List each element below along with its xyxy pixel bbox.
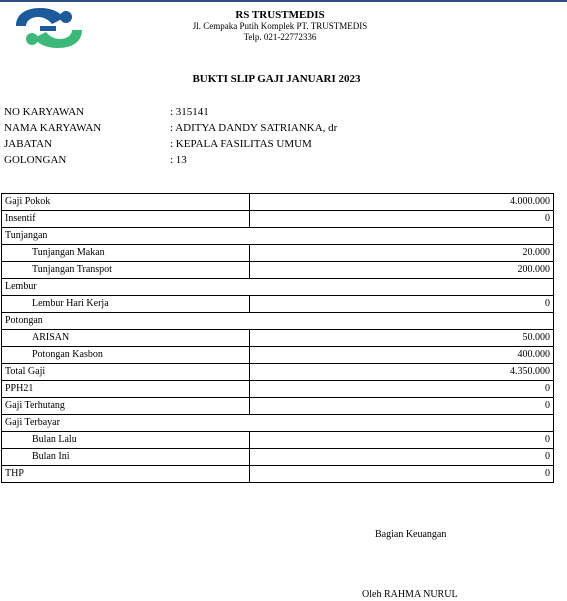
salary-table: [1, 193, 554, 483]
row-amount: 200.000: [250, 262, 554, 279]
row-amount: 0: [250, 466, 554, 483]
row-amount: [250, 228, 554, 245]
row-label: Lembur: [2, 279, 250, 296]
row-label: Gaji Terhutang: [2, 398, 250, 415]
signature-department: Bagian Keuangan: [375, 529, 447, 540]
document-title: BUKTI SLIP GAJI JANUARI 2023: [192, 73, 361, 85]
row-amount: 0: [250, 432, 554, 449]
table-row: [2, 364, 554, 381]
table-row: [2, 228, 554, 245]
table-row: [2, 449, 554, 466]
hospital-address: Jl. Cempaka Putih Komplek PT. TRUSTMEDIS: [192, 21, 368, 31]
table-row: [2, 347, 554, 364]
table-row: [2, 279, 554, 296]
table-row: [2, 296, 554, 313]
row-amount: 0: [250, 398, 554, 415]
row-amount: 400.000: [250, 347, 554, 364]
table-row: [2, 194, 554, 211]
info-value: : KEPALA FASILITAS UMUM: [170, 138, 312, 150]
table-row: [2, 381, 554, 398]
row-label: Tunjangan Makan: [2, 245, 250, 262]
row-label: Potongan: [2, 313, 250, 330]
row-label: Gaji Terbayar: [2, 415, 250, 432]
table-row: [2, 466, 554, 483]
row-label: Bulan Ini: [2, 449, 250, 466]
row-amount: 20.000: [250, 245, 554, 262]
row-label: Potongan Kasbon: [2, 347, 250, 364]
table-row: [2, 211, 554, 228]
row-amount: 50.000: [250, 330, 554, 347]
row-label: Bulan Lalu: [2, 432, 250, 449]
table-row: [2, 262, 554, 279]
hospital-name: RS TRUSTMEDIS: [235, 9, 325, 21]
row-amount: 0: [250, 296, 554, 313]
row-label: ARISAN: [2, 330, 250, 347]
hospital-logo-icon: [10, 4, 88, 54]
info-label: NO KARYAWAN: [4, 106, 85, 118]
row-amount: 0: [250, 449, 554, 466]
table-row: [2, 415, 554, 432]
info-label: GOLONGAN: [4, 154, 67, 166]
row-amount: [250, 279, 554, 296]
info-label: NAMA KARYAWAN: [4, 122, 102, 134]
row-label: PPH21: [2, 381, 250, 398]
row-label: Total Gaji: [2, 364, 250, 381]
row-label: Tunjangan Transpot: [2, 262, 250, 279]
info-value: : 13: [170, 154, 187, 166]
row-label: Tunjangan: [2, 228, 250, 245]
table-row: [2, 245, 554, 262]
table-row: [2, 313, 554, 330]
info-value: : ADITYA DANDY SATRIANKA, dr: [170, 122, 338, 134]
table-row: [2, 398, 554, 415]
row-amount: 4.000.000: [250, 194, 554, 211]
row-label: Lembur Hari Kerja: [2, 296, 250, 313]
row-label: Insentif: [2, 211, 250, 228]
row-label: THP: [2, 466, 250, 483]
row-amount: 0: [250, 381, 554, 398]
row-amount: 4.350.000: [250, 364, 554, 381]
row-label: Gaji Pokok: [2, 194, 250, 211]
hospital-phone: Telp. 021-22772336: [243, 32, 317, 42]
row-amount: 0: [250, 211, 554, 228]
row-amount: [250, 313, 554, 330]
table-row: [2, 432, 554, 449]
row-amount: [250, 415, 554, 432]
signature-signer: Oleh RAHMA NURUL: [362, 589, 458, 600]
table-row: [2, 330, 554, 347]
top-accent-bar: [0, 0, 567, 2]
info-value: : 315141: [170, 106, 209, 118]
info-label: JABATAN: [4, 138, 53, 150]
